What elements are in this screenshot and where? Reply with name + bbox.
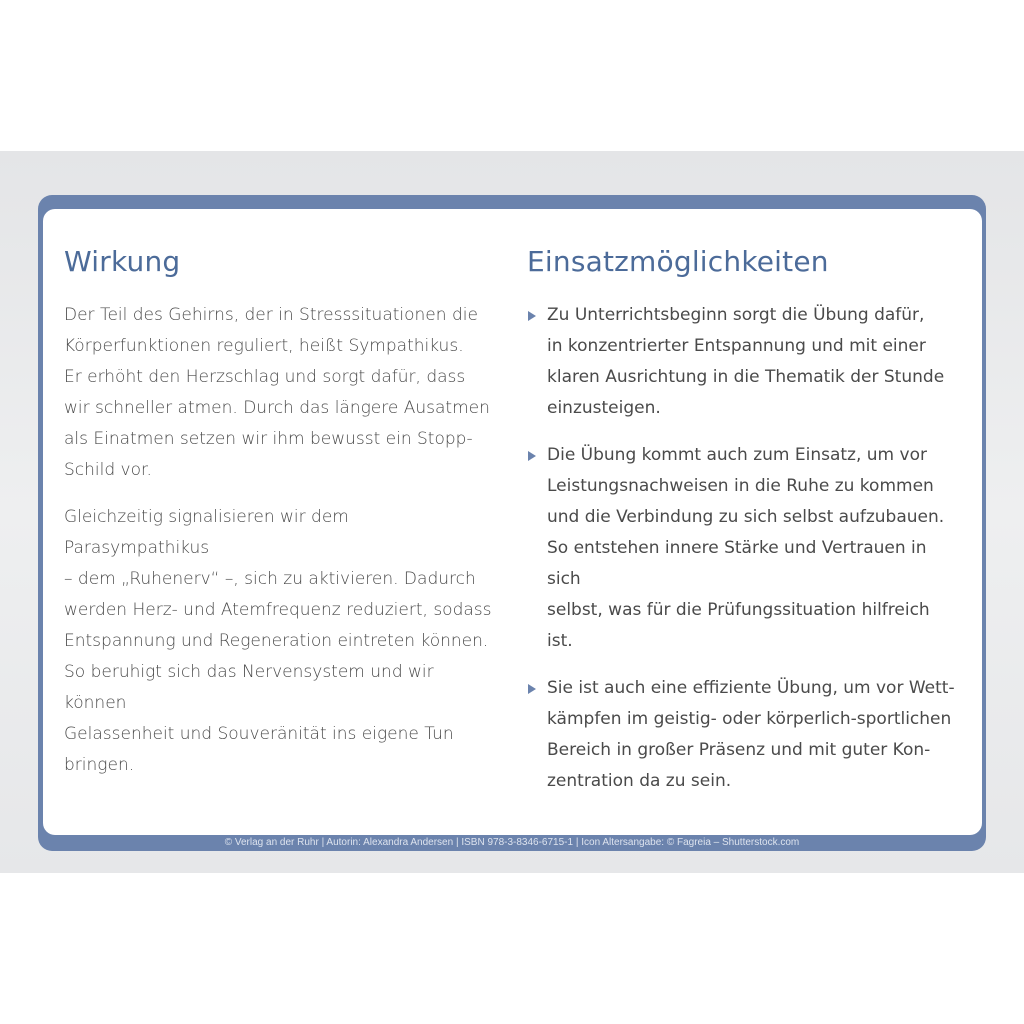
usage-list	[527, 300, 957, 797]
usage-list-item	[527, 673, 957, 797]
usage-list-item	[527, 300, 957, 424]
usage-item-text: Die Übung kommt auch zum Einsatz, um vor Leistungsnachweisen in die Ruhe zu kommen und die Verbindung zu sich selbst aufzubauen. So entstehen innere Stärke und Vertrauen in sich selbst, was für die Prüfungssituation hilfreich ist.	[547, 445, 945, 651]
usage-list-item	[527, 440, 957, 657]
usage-item-text: Sie ist auch eine effiziente Übung, um vor Wett- kämpfen im geistig- oder körperlich-sportlichen Bereich in großer Präsenz und mit guter Kon- zentration da zu sein.	[547, 678, 955, 791]
effect-paragraph-2: Gleichzeitig signalisieren wir dem Parasympathikus – dem „Ruhenerv“ –, sich zu aktivieren. Dadurch werden Herz- und Atemfrequenz reduziert, sodass Entspannung und Regeneration eintreten können. So beruhigt sich das Nervensystem und wir können Gelassenheit und Souveränität ins eigene Tun bringen.	[64, 507, 492, 775]
usage-item-text: Zu Unterrichtsbeginn sorgt die Übung dafür, in konzentrierter Entspannung und mit einer klaren Ausrichtung in die Thematik der Stunde einzusteigen.	[547, 305, 945, 418]
effect-heading: Wirkung	[64, 245, 181, 278]
effect-paragraph-1: Der Teil des Gehirns, der in Stresssituationen die Körperfunktionen reguliert, heißt Sympathikus. Er erhöht den Herzschlag und sorgt dafür, dass wir schneller atmen. Durch das längere Ausatmen als Einatmen setzen wir ihm bewusst ein Stopp- Schild vor.	[64, 305, 490, 480]
effect-column	[64, 240, 494, 797]
triangle-bullet-icon	[528, 451, 536, 461]
triangle-bullet-icon	[528, 311, 536, 321]
usage-column	[527, 240, 957, 813]
usage-heading: Einsatzmöglichkeiten	[527, 245, 829, 278]
copyright-footer: © Verlag an der Ruhr | Autorin: Alexandra Andersen | ISBN 978-3-8346-6715-1 | Icon Altersangabe: © Fagreia – Shutterstock.com	[224, 837, 800, 848]
triangle-bullet-icon	[528, 684, 536, 694]
